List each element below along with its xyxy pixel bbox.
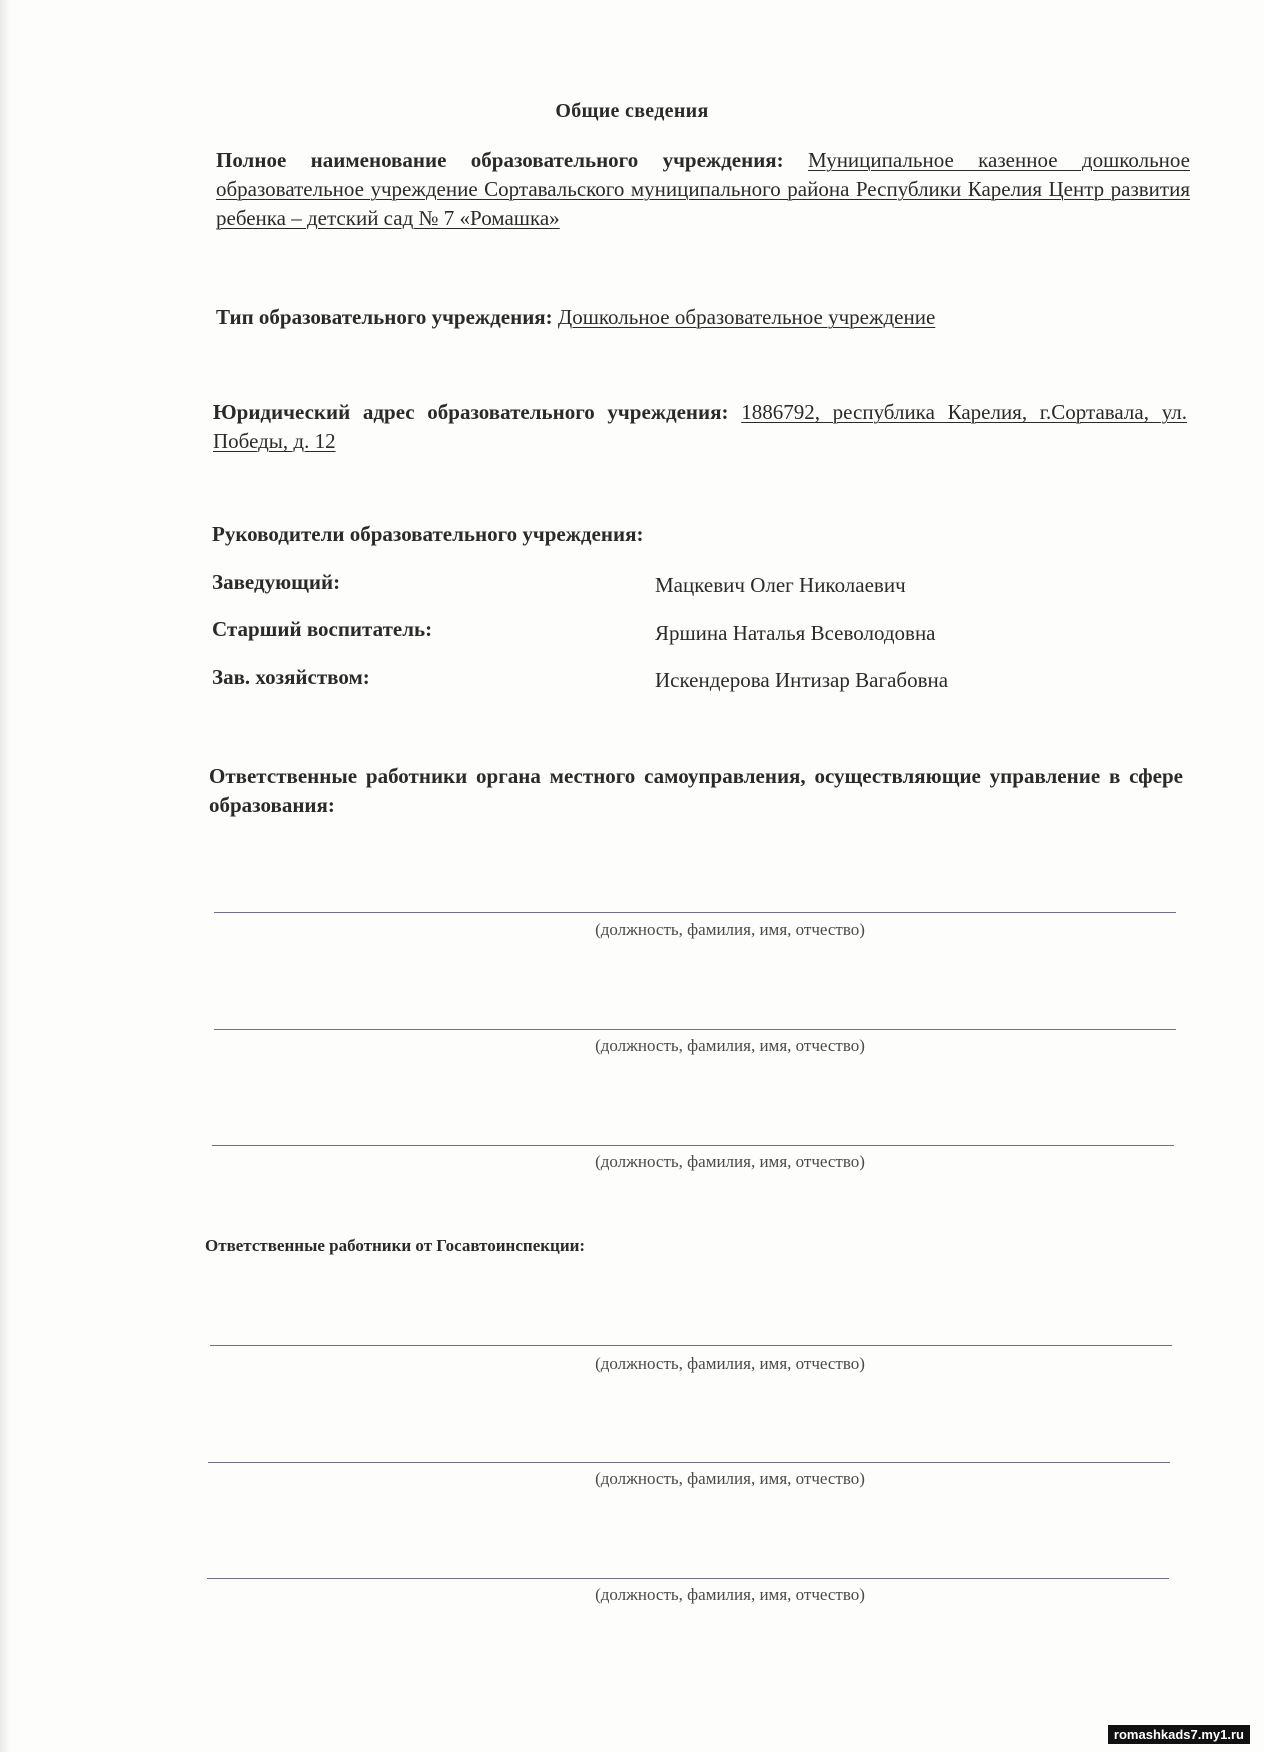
address-paragraph xyxy=(213,398,1187,456)
full-name-paragraph xyxy=(216,146,1190,233)
gai-heading: Ответственные работники от Госавтоинспекции: xyxy=(205,1236,586,1255)
local-gov-caption-3: (должность, фамилия, имя, отчество) xyxy=(595,1152,865,1171)
watermark-footer: romashkads7.my1.ru xyxy=(1108,1725,1250,1744)
local-gov-signature-line-2 xyxy=(214,1029,1176,1030)
local-gov-heading: Ответственные работники органа местного самоуправления, осуществляющие управление в сфере образования: xyxy=(209,764,1183,817)
leader-name-director: Мацкевич Олег Николаевич xyxy=(655,573,906,597)
gai-signature-line-1 xyxy=(210,1345,1172,1346)
document-title: Общие сведения xyxy=(555,100,709,122)
gai-caption-3: (должность, фамилия, имя, отчество) xyxy=(595,1585,865,1604)
gai-caption-2: (должность, фамилия, имя, отчество) xyxy=(595,1469,865,1488)
type-value: Дошкольное образовательное учреждение xyxy=(557,305,936,329)
gai-signature-line-3 xyxy=(207,1578,1169,1579)
gai-caption-1: (должность, фамилия, имя, отчество) xyxy=(595,1354,865,1373)
local-gov-caption-1: (должность, фамилия, имя, отчество) xyxy=(595,920,865,939)
address-label: Юридический адрес образовательного учреждения: xyxy=(213,400,729,424)
full-name-label: Полное наименование образовательного учреждения: xyxy=(216,148,784,172)
leader-name-facilities: Искендерова Интизар Вагабовна xyxy=(655,668,949,692)
local-gov-signature-line-1 xyxy=(214,912,1176,913)
full-name-value: Муниципальное казенное дошкольное образовательное учреждение Сортавальского муниципального района Республики Карелия Центр развития ребенка – детский сад № 7 «Ромашка» xyxy=(216,148,1190,230)
local-gov-caption-2: (должность, фамилия, имя, отчество) xyxy=(595,1036,865,1055)
type-paragraph xyxy=(216,303,1190,332)
gai-signature-line-2 xyxy=(208,1462,1170,1463)
leader-role-director: Заведующий: xyxy=(212,570,341,594)
leader-role-facilities: Зав. хозяйством: xyxy=(212,665,370,689)
local-gov-signature-line-3 xyxy=(212,1145,1174,1146)
leader-name-senior-educator: Яршина Наталья Всеволодовна xyxy=(655,621,936,645)
leaders-heading: Руководители образовательного учреждения: xyxy=(212,522,644,546)
scan-edge-shadow xyxy=(0,0,10,1752)
leader-role-senior-educator: Старший воспитатель: xyxy=(212,617,433,641)
address-value: 1886792, республика Карелия, г.Сортавала, ул. Победы, д. 12 xyxy=(213,400,1187,453)
type-label: Тип образовательного учреждения: xyxy=(216,305,553,329)
